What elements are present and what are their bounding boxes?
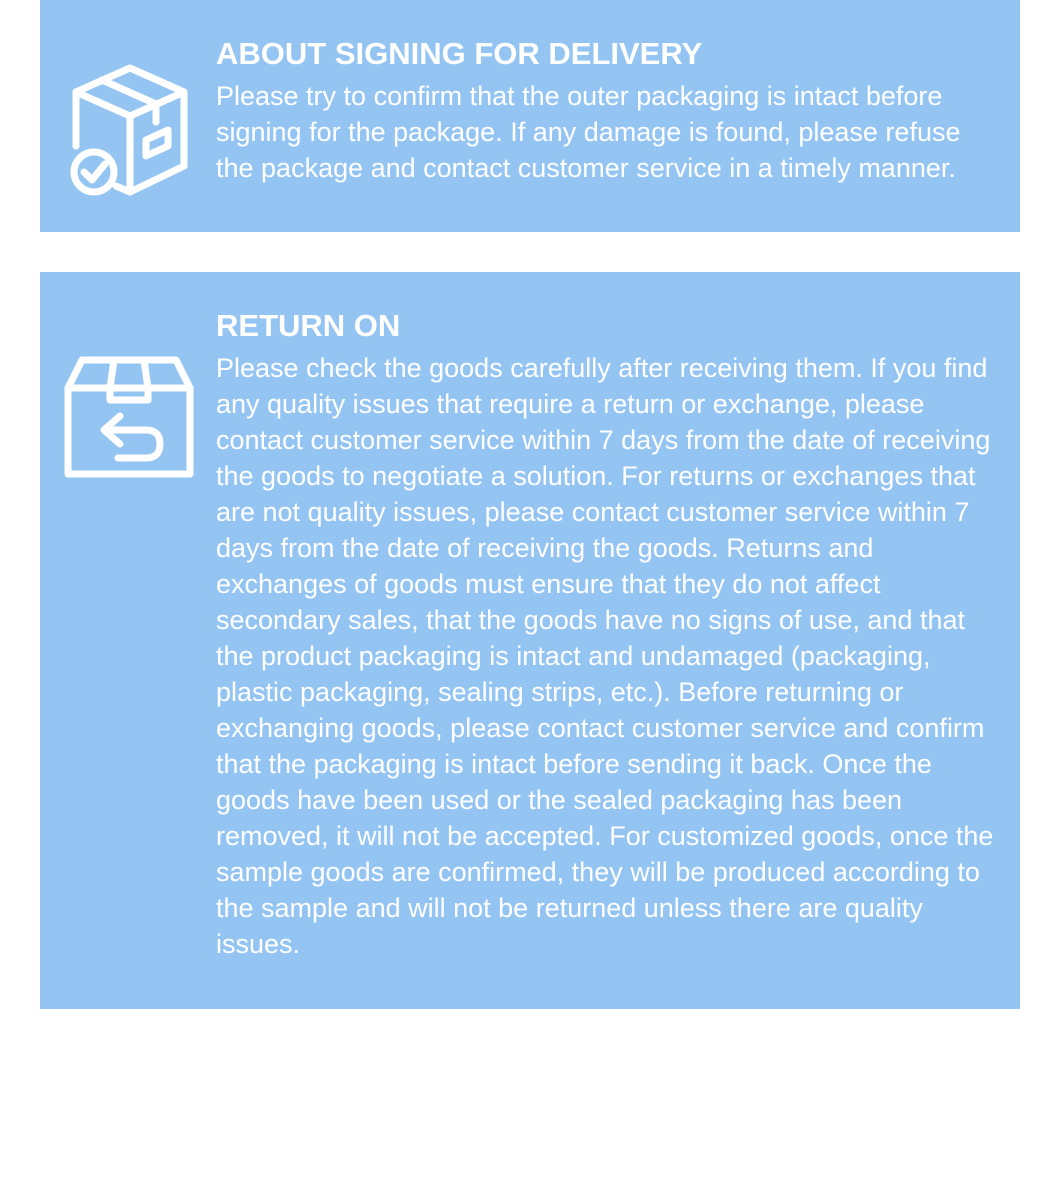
return-policy-section (40, 272, 1020, 1009)
section-title: ABOUT SIGNING FOR DELIVERY (216, 36, 703, 71)
section-title: RETURN ON (216, 308, 401, 343)
package-check-icon (60, 60, 200, 200)
box-return-icon (60, 350, 200, 490)
section-body: Please check the goods carefully after receiving them. If you find any quality issues that require a return or exchange, please contact customer service within 7 days from the date of receiving the goods to negotiate a solution. For returns or exchanges that are not quality issues, please contact customer service within 7 days from the date of receiving the goods. Returns and exchanges of goods must ensure that they do not affect secondary sales, that the goods have no signs of use, and that the product packaging is intact and undamaged (packaging, plastic packaging, sealing strips, etc.). Before returning or exchanging goods, please contact customer service and confirm that the packaging is intact before sending it back. Once the goods have been used or the sealed packaging has been removed, it will not be accepted. For customized goods, once the sample goods are confirmed, they will be produced according to the sample and will not be returned unless there are quality issues. (216, 353, 994, 959)
delivery-signing-section (40, 0, 1020, 232)
section-body: Please try to confirm that the outer packaging is intact before signing for the package. If any damage is found, please refuse the package and contact customer service in a timely manner. (216, 81, 961, 183)
